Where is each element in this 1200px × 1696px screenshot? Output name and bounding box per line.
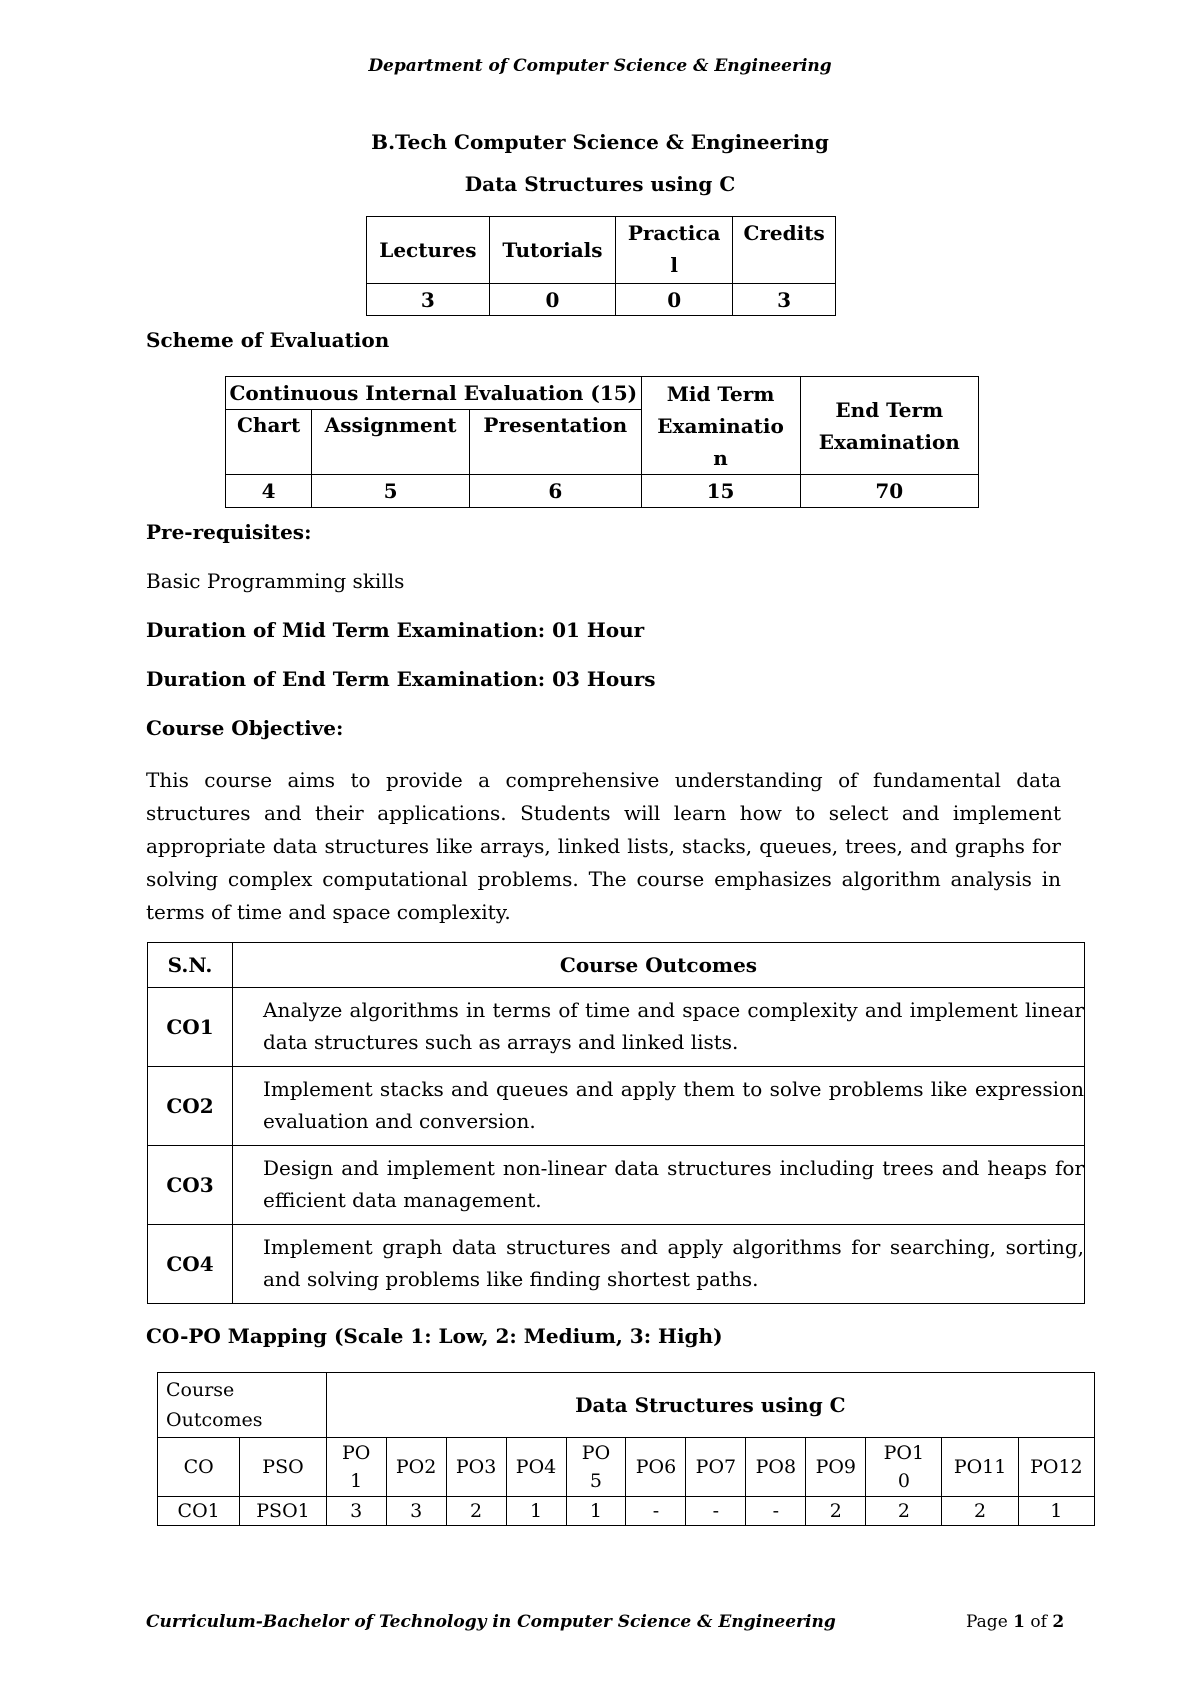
mapping-cell: CO1	[158, 1497, 240, 1526]
page-word: Page	[966, 1612, 1008, 1632]
footer-curriculum: Curriculum-Bachelor of Technology in Computer Science & Engineering	[146, 1612, 836, 1632]
chart-header: Chart	[226, 410, 312, 475]
practical-value: 0	[616, 284, 733, 316]
outcomes-header: Course Outcomes	[233, 943, 1085, 988]
co-description: Implement graph data structures and apply algorithms for searching, sorting, and solving problems like finding shortest paths.	[233, 1225, 1085, 1304]
objective-label: Course Objective:	[146, 716, 344, 740]
department-header: Department of Computer Science & Engineering	[368, 56, 832, 76]
assignment-header: Assignment	[312, 410, 470, 475]
chart-value: 4	[226, 475, 312, 508]
credits-value: 3	[733, 284, 836, 316]
mapping-column-header: PO 1	[326, 1438, 386, 1497]
presentation-header: Presentation	[470, 410, 642, 475]
tutorials-value: 0	[489, 284, 615, 316]
co-po-mapping-table	[157, 1372, 1095, 1526]
prereq-label: Pre-requisites:	[146, 520, 312, 544]
page-total: 2	[1052, 1612, 1065, 1632]
co-description: Design and implement non-linear data structures including trees and heaps for efficient data management.	[233, 1146, 1085, 1225]
lectures-header: Lectures	[367, 217, 490, 284]
co-id: CO1	[148, 988, 233, 1067]
mid-term-value: 15	[641, 475, 800, 508]
end-term-header: End Term Examination	[800, 377, 978, 475]
mapping-cell: -	[626, 1497, 686, 1526]
mapping-cell: -	[686, 1497, 746, 1526]
mapping-cell: 2	[806, 1497, 866, 1526]
mapping-column-header: PO6	[626, 1438, 686, 1497]
mid-term-duration: Duration of Mid Term Examination: 01 Hour	[146, 618, 645, 642]
course-name-header: Data Structures using C	[326, 1373, 1094, 1438]
co-description: Implement stacks and queues and apply them to solve problems like expression evaluation and conversion.	[233, 1067, 1085, 1146]
mapping-column-header: CO	[158, 1438, 240, 1497]
scheme-label: Scheme of Evaluation	[146, 328, 390, 352]
mapping-column-header: PO2	[386, 1438, 446, 1497]
mapping-cell: 1	[1018, 1497, 1094, 1526]
mapping-column-header: PO8	[746, 1438, 806, 1497]
course-outcomes-header: Course Outcomes	[158, 1373, 327, 1438]
mapping-column-header: PO7	[686, 1438, 746, 1497]
table-row	[148, 1225, 1085, 1304]
table-row	[148, 988, 1085, 1067]
mapping-column-header: PO11	[942, 1438, 1018, 1497]
mapping-cell: 2	[446, 1497, 506, 1526]
mapping-column-header: PO 5	[566, 1438, 626, 1497]
lectures-value: 3	[367, 284, 490, 316]
mapping-cell: 3	[326, 1497, 386, 1526]
mapping-cell: 1	[566, 1497, 626, 1526]
prereq-text: Basic Programming skills	[146, 569, 405, 593]
course-title: Data Structures using C	[464, 172, 736, 196]
page-current: 1	[1013, 1612, 1026, 1632]
of-word: of	[1030, 1612, 1047, 1632]
course-outcomes-table	[147, 942, 1085, 1304]
credits-header: Credits	[733, 217, 836, 284]
mapping-column-header: PSO	[240, 1438, 326, 1497]
co-id: CO2	[148, 1067, 233, 1146]
co-id: CO3	[148, 1146, 233, 1225]
mapping-column-header: PO12	[1018, 1438, 1094, 1497]
assignment-value: 5	[312, 475, 470, 508]
mapping-label: CO-PO Mapping (Scale 1: Low, 2: Medium, 3: High)	[146, 1324, 723, 1348]
tutorials-header: Tutorials	[489, 217, 615, 284]
sn-header: S.N.	[148, 943, 233, 988]
mapping-column-header: PO1 0	[866, 1438, 942, 1497]
table-row	[148, 1146, 1085, 1225]
evaluation-table	[225, 376, 979, 508]
objective-text: This course aims to provide a comprehensive understanding of fundamental data structures and their applications. Students will learn how to select and implement appropriate data structures like arrays, linked lists, stacks, queues, trees, and graphs for solving complex computational problems. The course emphasizes algorithm analysis in terms of time and space complexity.	[146, 768, 1061, 924]
mapping-cell: 3	[386, 1497, 446, 1526]
mapping-cell: -	[746, 1497, 806, 1526]
co-id: CO4	[148, 1225, 233, 1304]
end-term-duration: Duration of End Term Examination: 03 Hours	[146, 667, 656, 691]
cie-header: Continuous Internal Evaluation (15)	[226, 377, 642, 410]
end-term-value: 70	[800, 475, 978, 508]
mapping-cell: 1	[506, 1497, 566, 1526]
mid-term-header: Mid Term Examinatio n	[641, 377, 800, 475]
mapping-column-header: PO4	[506, 1438, 566, 1497]
mapping-column-header: PO3	[446, 1438, 506, 1497]
table-row	[158, 1438, 1095, 1497]
co-description: Analyze algorithms in terms of time and space complexity and implement linear data structures such as arrays and linked lists.	[233, 988, 1085, 1067]
page-number	[966, 1612, 1064, 1632]
mapping-cell: 2	[866, 1497, 942, 1526]
mapping-cell: 2	[942, 1497, 1018, 1526]
presentation-value: 6	[470, 475, 642, 508]
program-title: B.Tech Computer Science & Engineering	[371, 130, 829, 154]
table-row	[158, 1497, 1095, 1526]
table-row	[148, 1067, 1085, 1146]
mapping-column-header: PO9	[806, 1438, 866, 1497]
practical-header: Practica l	[616, 217, 733, 284]
mapping-cell: PSO1	[240, 1497, 326, 1526]
ltp-table	[366, 216, 836, 316]
